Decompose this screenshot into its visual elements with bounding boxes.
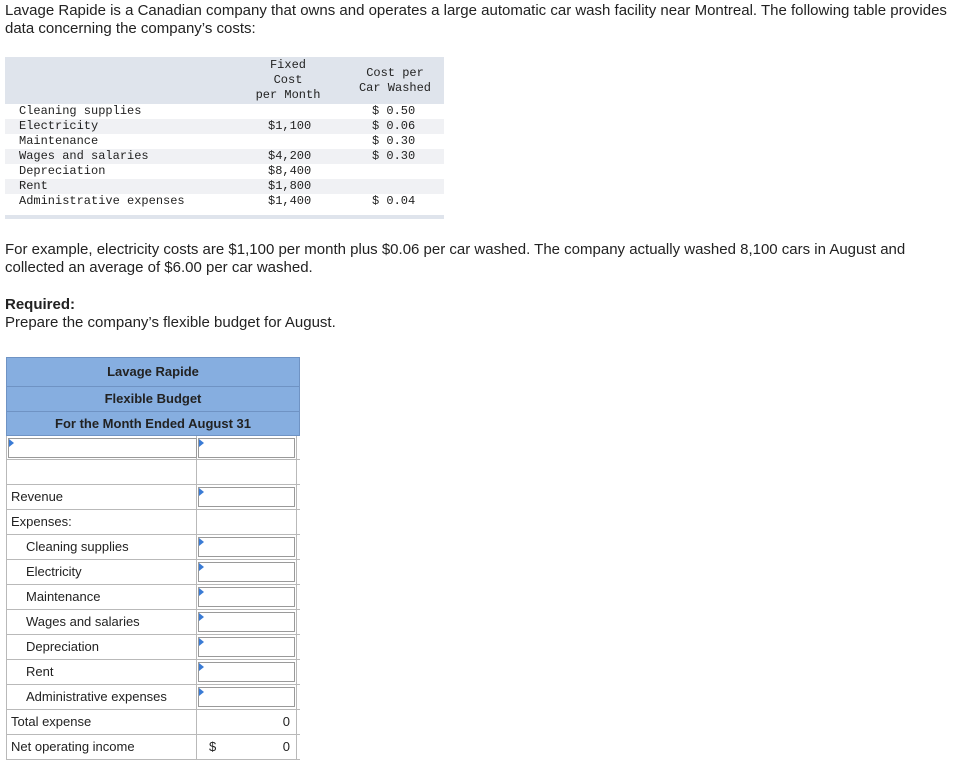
expense-label: Depreciation: [6, 635, 197, 659]
cost-row-fixed: $1,800: [268, 179, 312, 193]
cost-row-label: Wages and salaries: [19, 149, 149, 163]
revenue-input[interactable]: [198, 487, 295, 507]
blank-value-cell: [197, 460, 297, 484]
expense-value-cell: [197, 610, 297, 634]
input-marker-icon: [199, 613, 204, 621]
expense-input[interactable]: [198, 587, 295, 607]
revenue-value-cell: [197, 485, 297, 509]
cost-row-fixed: $4,200: [268, 149, 312, 163]
expense-label: Wages and salaries: [6, 610, 197, 634]
budget-period: For the Month Ended August 31: [6, 411, 300, 436]
budget-blank-row: [6, 460, 300, 485]
cost-row-label: Electricity: [19, 119, 99, 133]
input-marker-icon: [199, 663, 204, 671]
header-fixed-cost: Fixed Cost per Month: [255, 58, 321, 102]
expense-input[interactable]: [198, 687, 295, 707]
cost-row-variable: $ 0.30: [372, 134, 416, 148]
cost-row-variable: $ 0.30: [372, 149, 416, 163]
cost-row-label: Cleaning supplies: [19, 104, 142, 118]
cost-row-label: Administrative expenses: [19, 194, 185, 208]
expense-label: Rent: [6, 660, 197, 684]
cost-row: [5, 134, 444, 149]
expense-label: Administrative expenses: [6, 685, 197, 709]
input-marker-icon: [199, 488, 204, 496]
budget-header-input-row: [6, 436, 300, 460]
net-income-cell: [197, 735, 297, 759]
net-income-currency: $: [209, 739, 217, 754]
expense-value-cell: [197, 685, 297, 709]
expense-input[interactable]: [198, 537, 295, 557]
input-marker-icon: [199, 538, 204, 546]
flexible-budget-form: [6, 357, 300, 760]
expense-input[interactable]: [198, 612, 295, 632]
cost-row-fixed: $8,400: [268, 164, 312, 178]
revenue-label: Revenue: [6, 485, 197, 509]
input-marker-icon: [199, 563, 204, 571]
cost-row: [5, 164, 444, 179]
expenses-row: [6, 510, 300, 535]
expenses-label: Expenses:: [6, 510, 197, 534]
total-expense-row: [6, 710, 300, 735]
cost-row: [5, 179, 444, 194]
cost-row-label: Rent: [19, 179, 48, 193]
cost-row: [5, 149, 444, 164]
input-marker-icon: [199, 638, 204, 646]
cost-table: [5, 57, 444, 219]
expense-input[interactable]: [198, 662, 295, 682]
cost-row-label: Depreciation: [19, 164, 106, 178]
input-marker-icon: [9, 439, 14, 447]
header-value-cell: [197, 436, 297, 459]
header-label-input[interactable]: [8, 438, 197, 458]
expense-input[interactable]: [198, 562, 295, 582]
expenses-value-cell: [197, 510, 297, 534]
cost-table-header: [5, 57, 444, 104]
cost-row-label: Maintenance: [19, 134, 99, 148]
cost-row: [5, 194, 444, 209]
total-expense-cell: [197, 710, 297, 734]
cost-row-variable: $ 0.04: [372, 194, 416, 208]
budget-title: Lavage Rapide: [6, 357, 300, 386]
cost-row-fixed: $1,400: [268, 194, 312, 208]
expense-row: [6, 635, 300, 660]
expense-value-cell: [197, 535, 297, 559]
example-paragraph: For example, electricity costs are $1,100 per month plus $0.06 per car washed. The company actually washed 8,100 cars in August and collected an average of $6.00 per car washed.: [5, 241, 906, 276]
expense-value-cell: [197, 660, 297, 684]
net-income-row: [6, 735, 300, 760]
cost-row-fixed: $1,100: [268, 119, 312, 133]
expense-row: [6, 560, 300, 585]
required-text: Prepare the company’s flexible budget for August.: [5, 314, 336, 331]
cost-row-variable: $ 0.06: [372, 119, 416, 133]
input-marker-icon: [199, 588, 204, 596]
table-bottom-rule: [5, 215, 444, 219]
budget-subtitle: Flexible Budget: [6, 386, 300, 411]
expense-label: Cleaning supplies: [6, 535, 197, 559]
expense-row: [6, 685, 300, 710]
header-cost-per-car: Cost per Car Washed: [358, 66, 431, 95]
expense-row: [6, 610, 300, 635]
blank-label-cell: [6, 460, 197, 484]
net-income-label: Net operating income: [6, 735, 197, 759]
cost-row-variable: $ 0.50: [372, 104, 416, 118]
expense-row: [6, 585, 300, 610]
expense-label: Electricity: [6, 560, 197, 584]
required-heading: Required:: [5, 296, 76, 313]
header-label-cell: [6, 436, 197, 459]
total-expense-value: 0: [282, 714, 290, 729]
net-income-value: 0: [282, 739, 290, 754]
expense-input[interactable]: [198, 637, 295, 657]
revenue-row: [6, 485, 300, 510]
cost-row: [5, 119, 444, 134]
cost-row: [5, 104, 444, 119]
input-marker-icon: [199, 439, 204, 447]
expense-label: Maintenance: [6, 585, 197, 609]
expense-row: [6, 535, 300, 560]
input-marker-icon: [199, 688, 204, 696]
intro-text: Lavage Rapide is a Canadian company that owns and operates a large automatic car wash facility near Montreal. The following table provides data concerning the company’s costs:: [5, 2, 947, 37]
expense-value-cell: [197, 585, 297, 609]
header-value-input[interactable]: [198, 438, 295, 458]
expense-row: [6, 660, 300, 685]
total-expense-label: Total expense: [6, 710, 197, 734]
expense-value-cell: [197, 635, 297, 659]
expense-value-cell: [197, 560, 297, 584]
